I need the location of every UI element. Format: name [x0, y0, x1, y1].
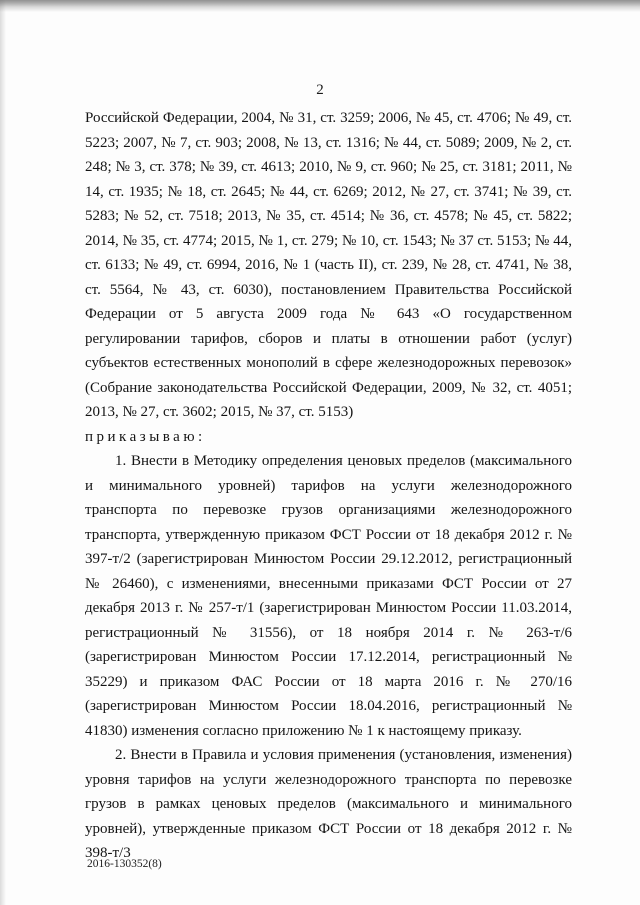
- footer-document-code: 2016-130352(8): [87, 858, 162, 870]
- paragraph-item-1: 1. Внести в Методику определения ценовых пределов (максимального и минимального уровней) тарифов на услуги железнодорожного транспорта по перевозке грузов организациями железнодорожного транспорта, утвержденную приказом ФСТ России от 18 декабря 2012 г. № 397-т/2 (зарегистрирован Минюстом России 29.12.2012, регистрационный № 26460), с изменениями, внесенными приказами ФСТ России от 27 декабря 2013 г. № 257-т/1 (зарегистрирован Минюстом России 11.03.2014, регистрационный № 31556), от 18 ноября 2014 г. № 263-т/6 (зарегистрирован Минюстом России 17.12.2014, регистрационный № 35229) и приказом ФАС России от 18 марта 2016 г. № 270/16 (зарегистрирован Минюстом России 18.04.2016, регистрационный № 41830) изменения согласно приложению № 1 к настоящему приказу.: [85, 453, 572, 739]
- scan-left-edge: [0, 0, 6, 905]
- order-word: приказываю:: [85, 428, 206, 445]
- document-body: [85, 106, 572, 866]
- paragraph-continuation: Российской Федерации, 2004, № 31, ст. 3259; 2006, № 45, ст. 4706; № 49, ст. 5223; 2007, № 7, ст. 903; 2008, № 13, ст. 1316; № 44, ст. 5089; 2009, № 2, ст. 248; № 3, ст. 378; № 39, ст. 4613; 2010, № 9, ст. 960; № 25, ст. 3181; 2011, № 14, ст. 1935; № 18, ст. 2645; № 44, ст. 6269; 2012, № 27, ст. 3741; № 39, ст. 5283; № 52, ст. 7518; 2013, № 35, ст. 4514; № 36, ст. 4578; № 45, ст. 5822; 2014, № 35, ст. 4774; 2015, № 1, ст. 279; № 10, ст. 1543; № 37 ст. 5153; № 44, ст. 6133; № 49, ст. 6994, 2016, № 1 (часть II), ст. 239, № 28, ст. 4741, № 38, ст. 5564, № 43, ст. 6030), постановлением Правительства Российской Федерации от 5 августа 2009 года № 643 «О государственном регулировании тарифов, сборов и платы в отношении работ (услуг) субъектов естественных монополий в сфере железнодорожных перевозок» (Собрание законодательства Российской Федерации, 2009, № 32, ст. 4051; 2013, № 27, ст. 3602; 2015, № 37, ст. 5153): [85, 110, 572, 420]
- scan-top-edge: [0, 0, 640, 12]
- page-number: 2: [316, 82, 324, 98]
- paragraph-item-2: 2. Внести в Правила и условия применения (установления, изменения) уровня тарифов на услуги железнодорожного транспорта по перевозке грузов в рамках ценовых пределов (максимального и минимального уровней), утвержденные приказом ФСТ России от 18 декабря 2012 г. № 398-т/3: [85, 747, 572, 861]
